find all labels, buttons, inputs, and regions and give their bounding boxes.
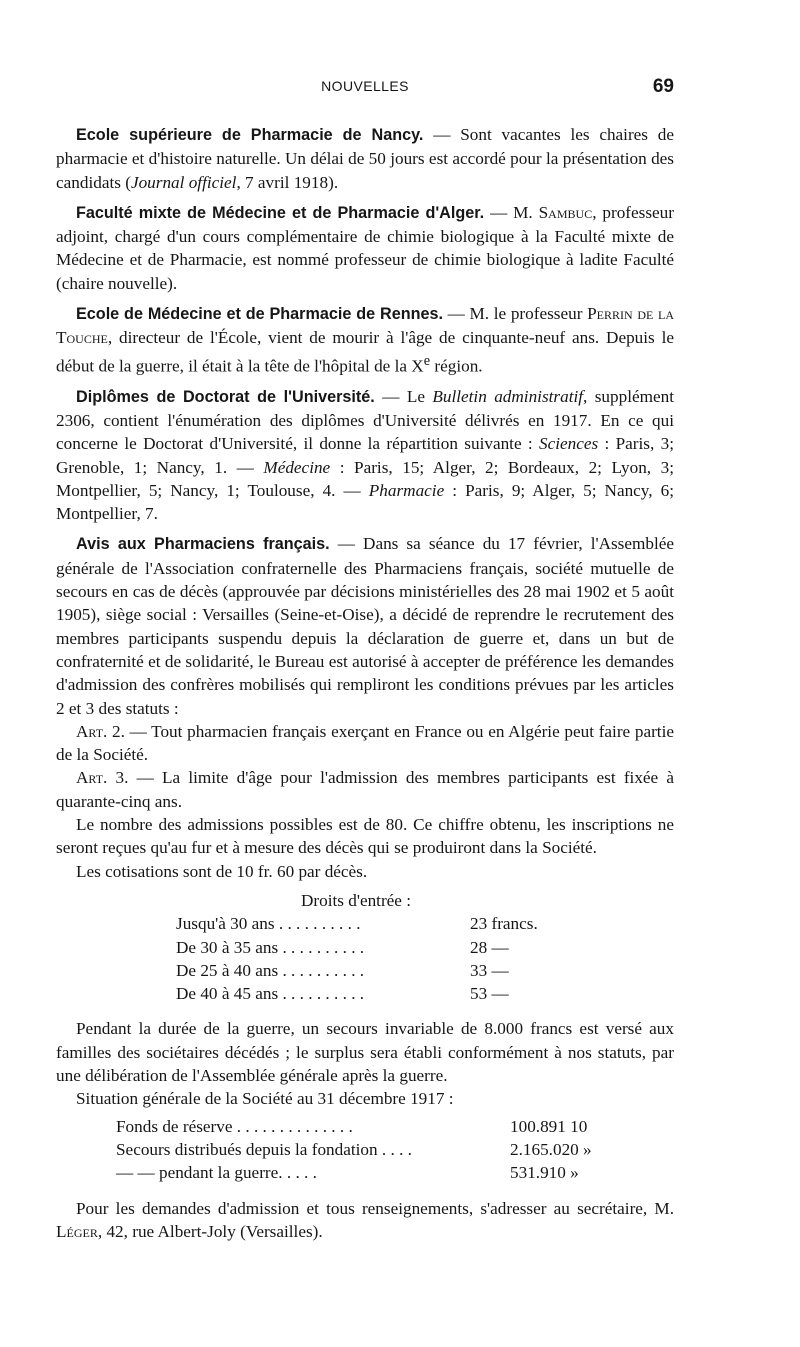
art2-label: Art. 2. xyxy=(76,721,125,741)
contact-text: Pour les demandes d'admission et tous renseignements, s'adresser au secrétaire, M. xyxy=(76,1198,674,1218)
rennes-sup: e xyxy=(423,352,431,369)
droits-label: Jusqu'à 30 ans . . . . . . . . . . xyxy=(176,914,361,934)
rennes-text-end: région. xyxy=(430,356,483,376)
situation-value: 2.165.020 » xyxy=(510,1139,592,1159)
nancy-paragraph xyxy=(56,123,674,194)
art3-paragraph xyxy=(56,766,674,813)
alger-paragraph xyxy=(56,201,674,295)
situation-row xyxy=(56,1161,674,1184)
diplomes-lead: — Le xyxy=(374,386,433,406)
droits-value: 23 francs. xyxy=(470,914,538,934)
diplomes-pharmacie: : Paris, 9; Alger, 5; Nancy, 6; Montpellier, 7. xyxy=(56,480,675,524)
situation-row xyxy=(56,1115,674,1138)
running-title: NOUVELLES xyxy=(321,78,409,94)
droits-row xyxy=(56,936,674,959)
contact-name: Léger xyxy=(56,1221,98,1241)
rennes-heading: Ecole de Médecine et de Pharmacie de Rennes. xyxy=(76,305,443,324)
art3-label: Art. 3. xyxy=(76,768,129,788)
art3-text: — La limite d'âge pour l'admission des membres participants est fixée à quarante-cinq ans. xyxy=(56,768,675,811)
rennes-name: Perrin de la Touche xyxy=(56,304,674,348)
droits-row xyxy=(56,912,674,935)
droits-row xyxy=(56,959,674,982)
situation-row xyxy=(56,1138,674,1161)
droits-label: De 40 à 45 ans . . . . . . . . . . xyxy=(176,984,365,1004)
avis-text: — Dans sa séance du 17 février, l'Assemblée générale de l'Association confraternelle des Pharmaciens français, société mutuelle de secours en cas de décès (approuvée par décisions ministérielles des 28 mai 1902 et 5 août 1905), siège social : Versailles (Seine-et-Oise), a décidé de reprendre le recrutement des membres participants suspendu depuis la déclaration de guerre et, dans un but de confraternité et de solidarité, le Bureau est autorisé à accepter de préférence les demandes d'admission des confrères mobilisés qui rempliront les conditions prévues par les articles 2 et 3 des statuts : xyxy=(56,534,674,718)
contact-paragraph xyxy=(56,1197,674,1244)
contact-end: , 42, rue Albert-Joly (Versailles). xyxy=(97,1221,323,1241)
diplomes-medecine-label: Médecine xyxy=(263,457,331,477)
diplomes-bulletin: Bulletin administratif xyxy=(432,386,584,406)
droits-label: De 30 à 35 ans . . . . . . . . . . xyxy=(176,937,365,957)
droits-value: 33 — xyxy=(470,960,509,980)
droits-label: De 25 à 40 ans . . . . . . . . . . xyxy=(176,960,365,980)
diplomes-paragraph xyxy=(56,385,674,526)
situation-value: 531.910 » xyxy=(510,1163,579,1183)
droits-table xyxy=(56,889,674,1005)
diplomes-medecine: : Paris, 15; Alger, 2; Bordeaux, 2; Lyon, 3; Montpellier, 5; Nancy, 1; Toulouse, 4. — xyxy=(56,457,675,500)
article-body xyxy=(56,123,674,1243)
pendant-paragraph: Pendant la durée de la guerre, un secours invariable de 8.000 francs est versé aux familles des sociétaires décédés ; le surplus sera établi conformément à nos statuts, par une délibération de l'Assemblée générale après la guerre. xyxy=(56,1019,674,1086)
situation-title: Situation générale de la Société au 31 décembre 1917 : xyxy=(76,1089,454,1109)
diplomes-text: , supplément 2306, contient l'énumération des diplômes d'Université délivrés en 1917. En ce qui concerne le Doctorat d'Université, il donne la répartition suivante : xyxy=(56,386,674,454)
rennes-text: , directeur de l'École, vient de mourir à l'âge de cinquante-neuf ans. Depuis le début de la guerre, il était à la tête de l'hôpital de la X xyxy=(56,328,674,376)
nancy-source: Journal officiel xyxy=(130,172,237,192)
diplomes-sciences: : Paris, 3; Grenoble, 1; Nancy, 1. — xyxy=(56,434,674,477)
admissions-paragraph: Le nombre des admissions possibles est de 80. Ce chiffre obtenu, les inscriptions ne seront reçues qu'au fur et à mesure des décès qui se produiront dans la Société. xyxy=(56,815,674,858)
nancy-text-end: , 7 avril 1918). xyxy=(236,172,339,192)
diplomes-pharmacie-label: Pharmacie xyxy=(368,480,445,500)
alger-text: , professeur adjoint, chargé d'un cours complémentaire de chimie biologique à la Faculté mixte de Médecine et de Pharmacie, est nommé professeur de chimie biologique à ladite Faculté (chaire nouvelle). xyxy=(56,202,674,293)
situation-label: Secours distribués depuis la fondation . . . . xyxy=(116,1139,412,1159)
droits-title: Droits d'entrée : xyxy=(301,890,412,910)
art2-text: — Tout pharmacien français exerçant en France ou en Algérie peut faire partie de la Société. xyxy=(56,721,674,765)
page-number: 69 xyxy=(652,76,674,97)
nancy-text: — Sont vacantes les chaires de pharmacie et d'histoire naturelle. Un délai de 50 jours est accordé pour la présentation des candidats ( xyxy=(56,125,674,192)
alger-name: Sambuc xyxy=(538,202,593,222)
running-head xyxy=(56,76,674,102)
avis-paragraph xyxy=(56,532,674,719)
situation-value: 100.891 10 xyxy=(510,1116,588,1136)
nancy-heading: Ecole supérieure de Pharmacie de Nancy. xyxy=(76,126,424,144)
situation-table xyxy=(56,1115,674,1185)
rennes-lead: — M. le professeur xyxy=(442,304,588,324)
droits-value: 53 — xyxy=(470,984,509,1004)
situation-label: Fonds de réserve . . . . . . . . . . . . . . xyxy=(116,1116,353,1136)
cotisations-paragraph: Les cotisations sont de 10 fr. 60 par décès. xyxy=(76,861,368,881)
droits-row xyxy=(56,982,674,1005)
rennes-paragraph xyxy=(56,302,674,378)
droits-value: 28 — xyxy=(470,937,509,957)
situation-label: — — pendant la guerre. . . . . xyxy=(116,1163,317,1183)
diplomes-heading: Diplômes de Doctorat de l'Université. xyxy=(76,387,375,406)
avis-heading: Avis aux Pharmaciens français. xyxy=(76,535,330,554)
alger-heading: Faculté mixte de Médecine et de Pharmacie d'Alger. xyxy=(76,203,485,222)
alger-lead: — M. xyxy=(484,202,539,222)
diplomes-sciences-label: Sciences xyxy=(539,434,599,454)
art2-paragraph xyxy=(56,720,674,767)
